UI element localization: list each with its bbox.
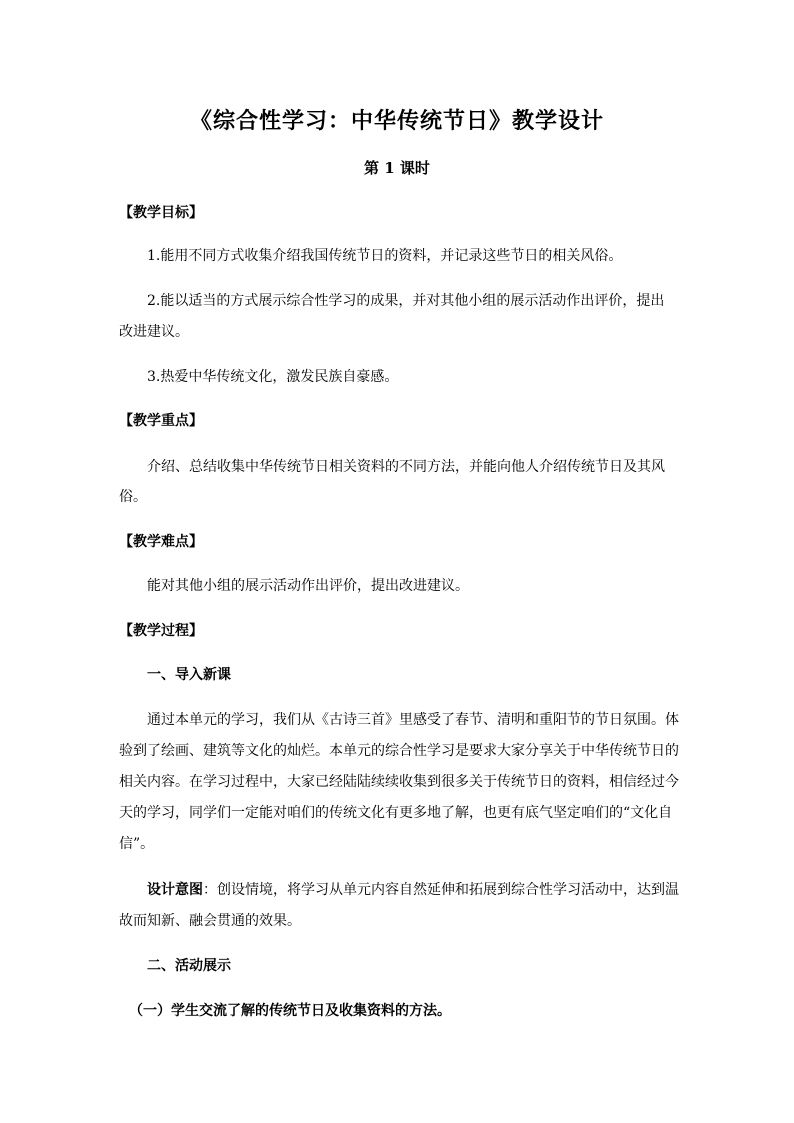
part1-paragraph-line-5: 信”。 [119,836,155,852]
part1-paragraph-line-3: 相关内容。在学习过程中，大家已经陆陆续续收集到很多关于传统节日的资料，相信经过今 [119,774,679,790]
part1-paragraph-line-1: 通过本单元的学习，我们从《古诗三首》里感受了春节、清明和重阳节的节日氛围。体 [147,712,679,728]
design-intent-label: 设计意图 [147,882,203,898]
key-points-line-1: 介绍、总结收集中华传统节日相关资料的不同方法，并能向他人介绍传统节日及其风 [147,459,665,475]
part1-paragraph-line-2: 验到了绘画、建筑等文化的灿烂。本单元的综合性学习是要求大家分享关于中华传统节日的 [119,743,679,759]
process-heading: 【教学过程】 [119,623,203,639]
key-points-heading: 【教学重点】 [119,413,203,429]
part2-subsection-1: （一）学生交流了解的传统节日及收集资料的方法。 [129,1003,451,1019]
part1-heading: 一、导入新课 [147,667,231,683]
key-points-line-2: 俗。 [119,489,147,505]
objective-item-2-line-2: 改进建议。 [119,324,189,340]
difficulties-line-1: 能对其他小组的展示活动作出评价，提出改进建议。 [147,578,469,594]
document-title: 《综合性学习：中华传统节日》教学设计 [189,108,604,134]
objectives-heading: 【教学目标】 [119,205,203,221]
difficulties-heading: 【教学难点】 [119,534,203,550]
objective-item-2-line-1: 2.能以适当的方式展示综合性学习的成果，并对其他小组的展示活动作出评价，提出 [147,293,665,309]
part2-heading: 二、活动展示 [147,958,231,974]
objective-item-1: 1.能用不同方式收集介绍我国传统节日的资料，并记录这些节日的相关风俗。 [147,248,623,264]
part1-paragraph-line-4: 天的学习，同学们一定能对咱们的传统文化有更多地了解，也更有底气坚定咱们的“文化自 [119,805,673,821]
objective-item-3: 3.热爱中华传统文化，激发民族自豪感。 [147,369,399,385]
design-intent-text: ：创设情境，将学习从单元内容自然延伸和拓展到综合性学习活动中，达到温 [203,882,679,898]
lesson-period: 第 1 课时 [364,159,430,177]
design-intent-line-1 [147,880,679,900]
design-intent-line-2: 故而知新、融会贯通的效果。 [119,913,301,929]
